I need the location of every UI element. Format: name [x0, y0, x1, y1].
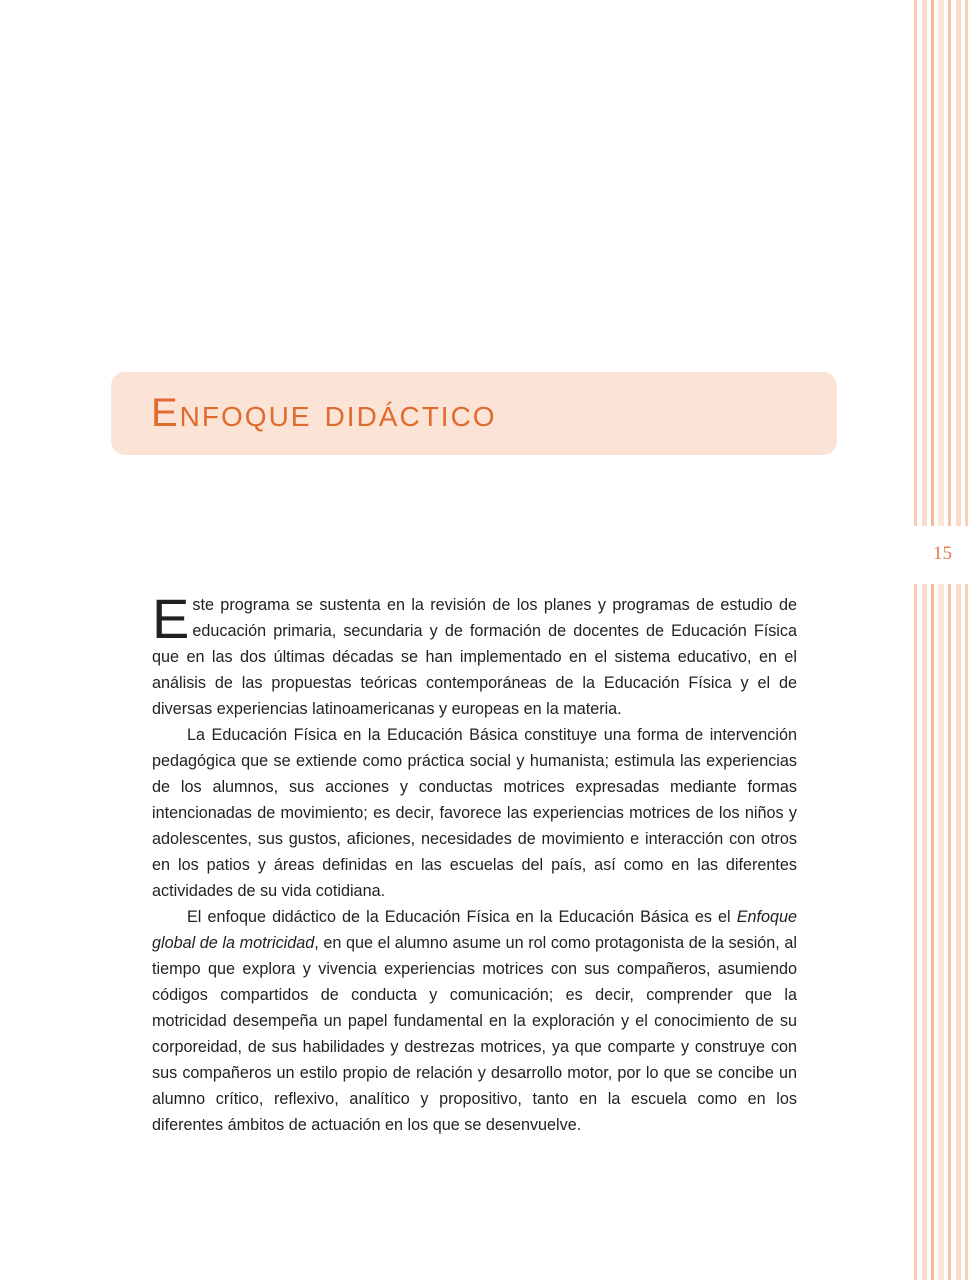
paragraph-1-text: ste programa se sustenta en la revisión de los planes y programas de estudio de educación primaria, secundaria y de formación de docentes de Educación Física que en las dos últimas décadas se han implementado en el sistema educativo, en el análisis de las propuestas teóricas contemporáneas de la Educación Física y el de diversas experiencias latinoamericanas y europeas en la materia. — [152, 596, 797, 718]
stripe — [931, 0, 934, 1280]
stripe — [938, 0, 944, 1280]
stripe — [914, 0, 917, 1280]
body-text — [152, 587, 797, 1138]
section-title: Enfoque didáctico — [151, 391, 497, 435]
margin-stripes — [912, 0, 972, 1280]
stripe — [965, 0, 968, 1280]
stripe — [956, 0, 961, 1280]
page-number: 15 — [933, 543, 952, 564]
paragraph-2: La Educación Física en la Educación Básica constituye una forma de intervención pedagógica que se extiende como práctica social y humanista; estimula las experiencias de los alumnos, sus acciones y conductas motrices expresadas mediante formas intencionadas de movimiento; es decir, favorece las experiencias motrices de los niños y adolescentes, sus gustos, aficiones, necesidades de movimiento e interacción con otros en los patios y áreas definidas en las escuelas del país, así como en las diferentes actividades de su vida cotidiana. — [152, 726, 797, 900]
stripe — [922, 0, 927, 1280]
paragraph-3-end: , en que el alumno asume un rol como protagonista de la sesión, al tiempo que explora y vivencia experiencias motrices con sus compañeros, asumiendo códigos compartidos de conducta y comunicación; es decir, comprender que la motricidad desempeña un papel fundamental en la exploración y el conocimiento de su corporeidad, de sus habilidades y destrezas motrices, ya que comparte y construye con sus compañeros un estilo propio de relación y desarrollo motor, por lo que se concibe un alumno crítico, reflexivo, analítico y propositivo, tanto en la escuela como en los diferentes ámbitos de actuación en los que se desenvuelve. — [152, 934, 797, 1134]
paragraph-1 — [152, 587, 797, 722]
paragraph-3 — [152, 904, 797, 1138]
drop-cap: E — [152, 587, 190, 650]
section-heading-band — [111, 372, 837, 455]
paragraph-3-start: El enfoque didáctico de la Educación Física en la Educación Básica es el — [187, 908, 737, 926]
paragraph-3-italic: Enfoque global de la motricidad — [152, 908, 797, 952]
stripe — [948, 0, 951, 1280]
